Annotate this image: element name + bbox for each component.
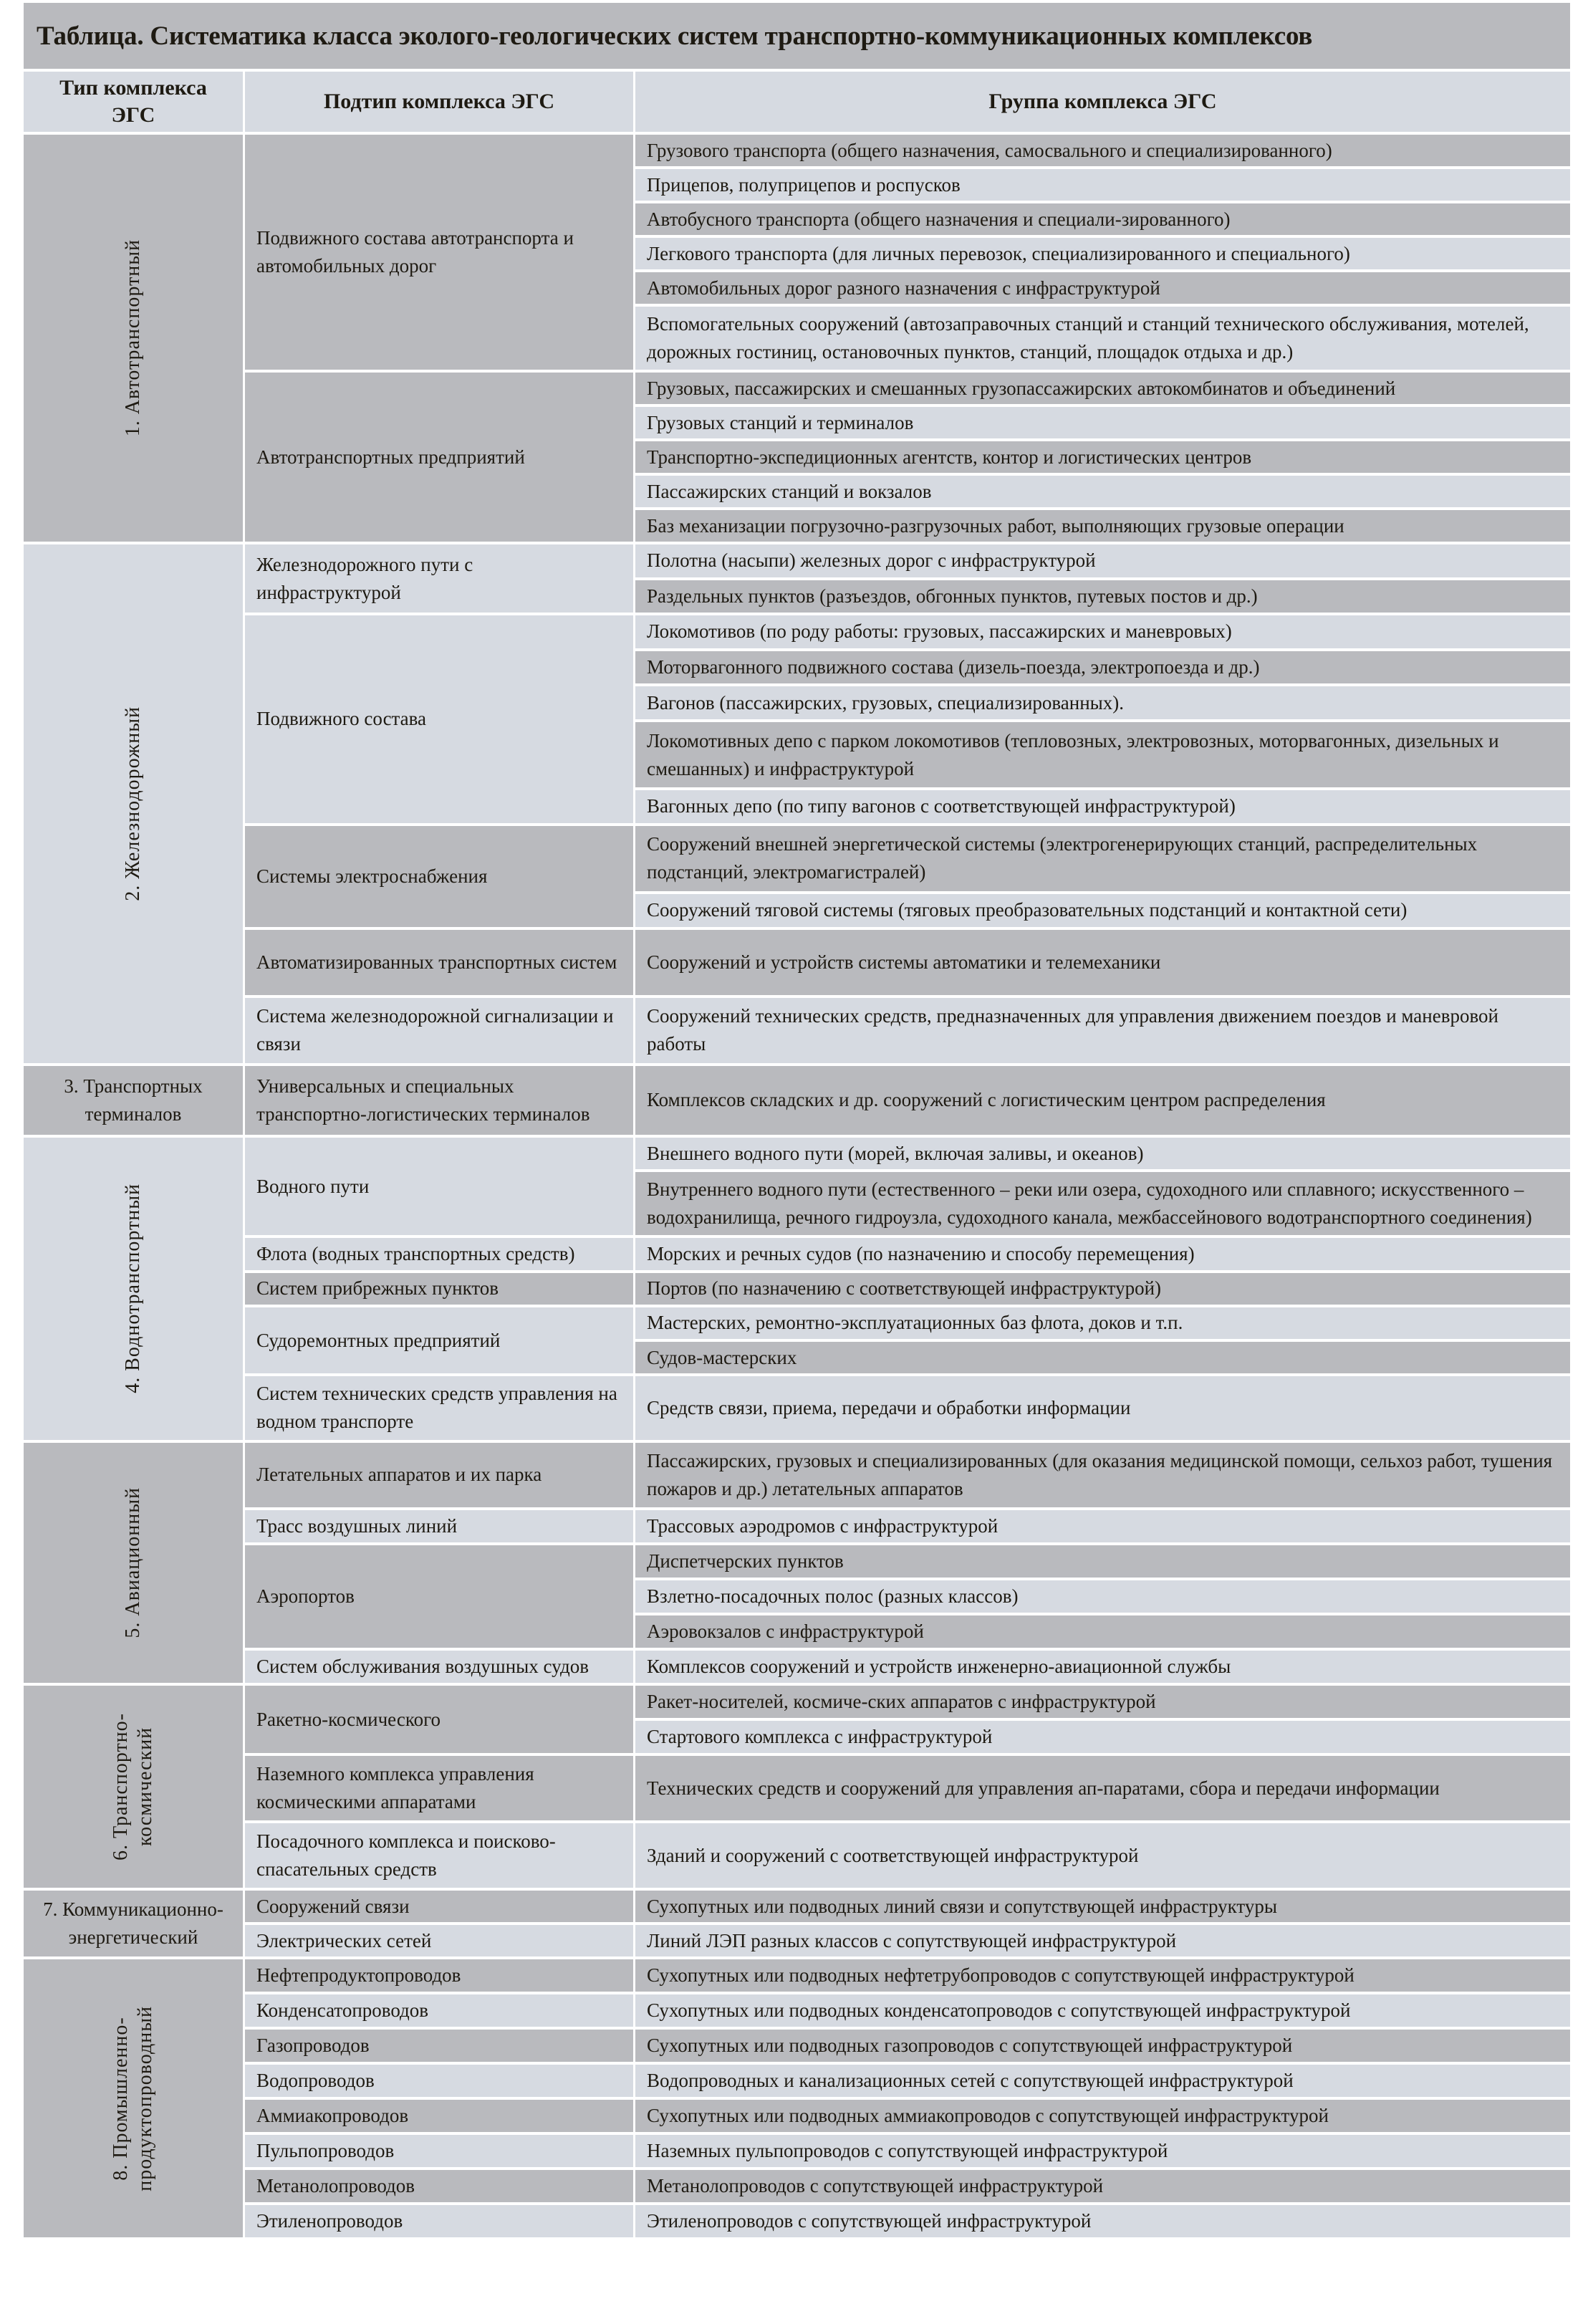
group-cell: Стартового комплекса с инфраструктурой: [635, 1721, 1570, 1753]
group-cell: Транспортно-экспедиционных агентств, контор и логистических центров: [635, 441, 1570, 473]
subtype-cell: Железнодорожного пути с инфраструктурой: [245, 544, 633, 613]
group-cell: Сухопутных или подводных линий связи и сопутствующей инфраструктуры: [635, 1891, 1570, 1922]
section-row: [24, 1959, 1570, 2237]
subtype-cell: Электрических сетей: [245, 1925, 633, 1956]
subtype-cell: Система железнодорожной сигнализации и связи: [245, 998, 633, 1063]
subtype-cell: Сооружений связи: [245, 1891, 633, 1922]
group-cell: Водопроводных и канализационных сетей с сопутствующей инфраструктурой: [635, 2065, 1570, 2097]
group-cell: Технических средств и сооружений для управления ап-паратами, сбора и передачи информации: [635, 1756, 1570, 1820]
type-label: 1. Автотранспортный: [122, 239, 144, 437]
type-cell: [24, 1138, 243, 1440]
subtype-cell: Систем технических средств управления на водном транспорте: [245, 1376, 633, 1439]
group-cell: Моторвагонного подвижного состава (дизель-поезда, электропоезда и др.): [635, 651, 1570, 684]
type-label: 5. Авиационный: [122, 1487, 144, 1638]
group-cell: Грузового транспорта (общего назначения, самосвального и специализированного): [635, 135, 1570, 166]
group-cell: Сухопутных или подводных газопроводов с сопутствующей инфраструктурой: [635, 2030, 1570, 2062]
group-cell: Полотна (насыпи) железных дорог с инфраструктурой: [635, 544, 1570, 577]
group-cell: Взлетно-посадочных полос (разных классов): [635, 1580, 1570, 1613]
group-cell: Внешнего водного пути (морей, включая заливы, и океанов): [635, 1138, 1570, 1169]
group-cell: Морских и речных судов (по назначению и способу перемещения): [635, 1238, 1570, 1269]
group-cell: Сооружений технических средств, предназначенных для управления движением поездов и маневровой работы: [635, 998, 1570, 1063]
subtype-cell: Систем прибрежных пунктов: [245, 1273, 633, 1305]
subtype-cell: Универсальных и специальных транспортно-логистических терминалов: [245, 1066, 633, 1135]
group-cell: Вагонов (пассажирских, грузовых, специализированных).: [635, 686, 1570, 719]
type-label: 6. Транспортно- космический: [110, 1713, 156, 1861]
subtype-cell: Конденсатопроводов: [245, 1994, 633, 2027]
group-cell: Зданий и сооружений с соответствующей инфраструктурой: [635, 1823, 1570, 1888]
group-cell: Автобусного транспорта (общего назначения и специали-зированного): [635, 203, 1570, 235]
group-cell: Линий ЛЭП разных классов с сопутствующей инфраструктурой: [635, 1925, 1570, 1956]
group-cell: Локомотивов (по роду работы: грузовых, пассажирских и маневровых): [635, 615, 1570, 648]
header-subtype: Подтип комплекса ЭГС: [245, 72, 633, 132]
type-cell: [24, 1686, 243, 1888]
header-group: Группа комплекса ЭГС: [635, 72, 1570, 132]
group-cell: Автомобильных дорог разного назначения с инфраструктурой: [635, 272, 1570, 304]
table-header-row: [24, 72, 1570, 132]
type-cell: [24, 135, 243, 542]
group-cell: Внутреннего водного пути (естественного – реки или озера, судоходного или сплавного; искусственного – водохранилища, речного гидроузла, судоходного канала, межбассейнового водотранспортного соединения): [635, 1172, 1570, 1235]
subtype-cell: Подвижного состава автотранспорта и автомобильных дорог: [245, 135, 633, 370]
group-cell: Легкового транспорта (для личных перевозок, специализированного и специального): [635, 238, 1570, 269]
table-body: [24, 135, 1570, 2237]
group-cell: Баз механизации погрузочно-разгрузочных работ, выполняющих грузовые операции: [635, 510, 1570, 542]
type-label: 3. Транспортных терминалов: [64, 1075, 203, 1125]
subtype-cell: Этиленопроводов: [245, 2205, 633, 2237]
classification-table: [24, 3, 1570, 2240]
section-row: [24, 1138, 1570, 1440]
section-row: [24, 135, 1570, 542]
type-label: 4. Воднотранспортный: [122, 1183, 144, 1394]
group-cell: Локомотивных депо с парком локомотивов (тепловозных, электровозных, моторвагонных, дизельных и смешанных) и инфраструктурой: [635, 722, 1570, 787]
section-row: [24, 1686, 1570, 1888]
group-cell: Мастерских, ремонтно-эксплуатационных баз флота, доков и т.п.: [635, 1307, 1570, 1339]
subtype-cell: Системы электроснабжения: [245, 826, 633, 927]
subtype-cell: Нефтепродуктопроводов: [245, 1959, 633, 1992]
group-cell: Портов (по назначению с соответствующей инфраструктурой): [635, 1273, 1570, 1305]
section-row: [24, 1066, 1570, 1135]
section-row: [24, 1891, 1570, 1956]
section-row: [24, 544, 1570, 1063]
group-cell: Ракет-носителей, космиче-ских аппаратов с инфраструктурой: [635, 1686, 1570, 1718]
header-type: Тип комплекса ЭГС: [24, 72, 243, 132]
type-label: 2. Железнодорожный: [122, 706, 144, 901]
group-cell: Раздельных пунктов (разъездов, обгонных пунктов, путевых постов и др.): [635, 580, 1570, 613]
group-cell: Сооружений внешней энергетической системы (электрогенерирующих станций, распределительных подстанций, электромагистралей): [635, 826, 1570, 891]
subtype-cell: Аммиакопроводов: [245, 2100, 633, 2132]
subtype-cell: Наземного комплекса управления космическими аппаратами: [245, 1756, 633, 1820]
group-cell: Средств связи, приема, передачи и обработки информации: [635, 1376, 1570, 1439]
subtype-cell: Метанолопроводов: [245, 2170, 633, 2202]
type-label: 8. Промышленно- продуктопроводный: [110, 2006, 156, 2191]
type-cell: [24, 1891, 243, 1956]
group-cell: Сооружений и устройств системы автоматики и телемеханики: [635, 930, 1570, 995]
type-cell: [24, 1959, 243, 2237]
subtype-cell: Водного пути: [245, 1138, 633, 1236]
subtype-cell: Водопроводов: [245, 2065, 633, 2097]
type-cell: [24, 544, 243, 1063]
group-cell: Комплексов сооружений и устройств инженерно-авиационной службы: [635, 1651, 1570, 1683]
group-cell: Диспетчерских пунктов: [635, 1545, 1570, 1578]
group-cell: Пассажирских станций и вокзалов: [635, 476, 1570, 507]
subtype-cell: Судоремонтных предприятий: [245, 1307, 633, 1373]
group-cell: Судов-мастерских: [635, 1342, 1570, 1373]
group-cell: Вагонных депо (по типу вагонов с соответствующей инфраструктурой): [635, 790, 1570, 823]
type-label: 7. Коммуникационно- энергетический: [43, 1898, 223, 1949]
group-cell: Сооружений тяговой системы (тяговых преобразовательных подстанций и контактной сети): [635, 894, 1570, 927]
group-cell: Сухопутных или подводных нефтетрубопроводов с сопутствующей инфраструктурой: [635, 1959, 1570, 1992]
subtype-cell: Ракетно-космического: [245, 1686, 633, 1753]
group-cell: Грузовых станций и терминалов: [635, 407, 1570, 438]
group-cell: Метанолопроводов с сопутствующей инфраструктурой: [635, 2170, 1570, 2202]
table-title: Таблица. Систематика класса эколого-геологических систем транспортно-коммуникационных комплексов: [24, 3, 1570, 69]
group-cell: Этиленопроводов с сопутствующей инфраструктурой: [635, 2205, 1570, 2237]
group-cell: Наземных пульпопроводов с сопутствующей инфраструктурой: [635, 2135, 1570, 2167]
section-row: [24, 1443, 1570, 1684]
subtype-cell: Пульпопроводов: [245, 2135, 633, 2167]
group-cell: Сухопутных или подводных конденсатопроводов с сопутствующей инфраструктурой: [635, 1994, 1570, 2027]
group-cell: Грузовых, пассажирских и смешанных грузопассажирских автокомбинатов и объединений: [635, 373, 1570, 404]
type-cell: [24, 1443, 243, 1684]
subtype-cell: Флота (водных транспортных средств): [245, 1238, 633, 1269]
subtype-cell: Аэропортов: [245, 1545, 633, 1648]
subtype-cell: Летательных аппаратов и их парка: [245, 1443, 633, 1507]
subtype-cell: Посадочного комплекса и поисково-спасательных средств: [245, 1823, 633, 1888]
subtype-cell: Газопроводов: [245, 2030, 633, 2062]
group-cell: Трассовых аэродромов с инфраструктурой: [635, 1510, 1570, 1542]
subtype-cell: Автоматизированных транспортных систем: [245, 930, 633, 995]
subtype-cell: Трасс воздушных линий: [245, 1510, 633, 1542]
subtype-cell: Автотранспортных предприятий: [245, 373, 633, 542]
subtype-cell: Подвижного состава: [245, 615, 633, 823]
group-cell: Прицепов, полуприцепов и роспусков: [635, 169, 1570, 201]
group-cell: Сухопутных или подводных аммиакопроводов с сопутствующей инфраструктурой: [635, 2100, 1570, 2132]
group-cell: Аэровокзалов с инфраструктурой: [635, 1615, 1570, 1648]
type-cell: [24, 1066, 243, 1135]
group-cell: Вспомогательных сооружений (автозаправочных станций и станций технического обслуживания, мотелей, дорожных гостиниц, остановочных пунктов, станций, площадок отдыха и др.): [635, 307, 1570, 370]
subtype-cell: Систем обслуживания воздушных судов: [245, 1651, 633, 1683]
group-cell: Комплексов складских и др. сооружений с логистическим центром распределения: [635, 1066, 1570, 1135]
group-cell: Пассажирских, грузовых и специализированных (для оказания медицинской помощи, сельхоз работ, тушения пожаров и др.) летательных аппаратов: [635, 1443, 1570, 1507]
